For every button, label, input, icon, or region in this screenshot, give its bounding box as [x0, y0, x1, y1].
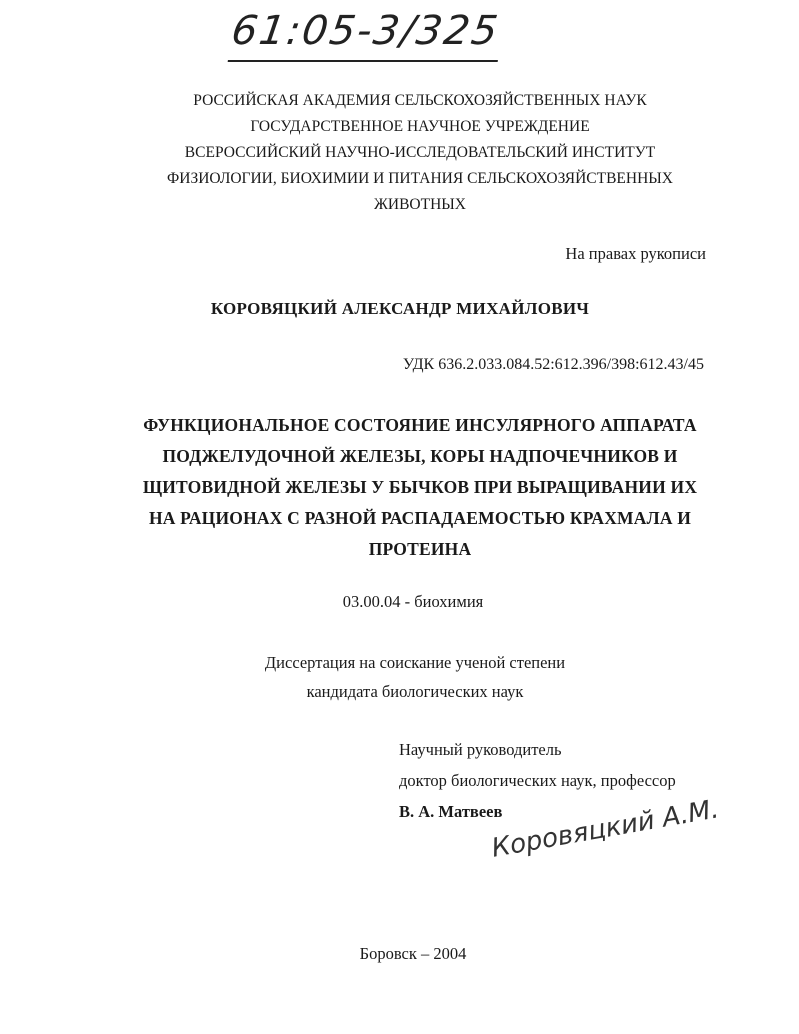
- handwritten-signature: Коровяцкий А.М.: [489, 794, 722, 864]
- title-line: НА РАЦИОНАХ С РАЗНОЙ РАСПАДАЕМОСТЬЮ КРАХМАЛА И: [148, 508, 692, 528]
- organization-line: ВСЕРОССИЙСКИЙ НАУЧНО-ИССЛЕДОВАТЕЛЬСКИЙ ИНСТИТУТ: [184, 144, 656, 161]
- handwritten-catalog-code: [229, 8, 502, 54]
- catalog-code-text: 61:05-3/325: [228, 8, 503, 54]
- degree-statement-line: Диссертация на соискание ученой степени: [264, 653, 566, 672]
- supervisor-name: В. А. Матвеев: [399, 802, 503, 821]
- organization-line: ФИЗИОЛОГИИ, БИОХИМИИ И ПИТАНИЯ СЕЛЬСКОХОЗЯЙСТВЕННЫХ: [167, 170, 673, 187]
- manuscript-rights-note: На правах рукописи: [565, 244, 706, 263]
- author-name: КОРОВЯЦКИЙ АЛЕКСАНДР МИХАЙЛОВИЧ: [210, 299, 590, 318]
- title-line: ПРОТЕИНА: [368, 539, 472, 559]
- specialty-code: 03.00.04 - биохимия: [342, 592, 484, 611]
- degree-statement-line: кандидата биологических наук: [306, 682, 524, 701]
- organization-line: РОССИЙСКАЯ АКАДЕМИЯ СЕЛЬСКОХОЗЯЙСТВЕННЫХ НАУК: [193, 92, 647, 109]
- catalog-code-underline: [228, 60, 498, 62]
- city-year: Боровск – 2004: [359, 944, 467, 963]
- title-line: ФУНКЦИОНАЛЬНОЕ СОСТОЯНИЕ ИНСУЛЯРНОГО АППАРАТА: [143, 415, 697, 435]
- dissertation-title: [110, 410, 730, 565]
- organization-header: [140, 88, 700, 218]
- udc-code: УДК 636.2.033.084.52:612.396/398:612.43/45: [402, 356, 704, 373]
- supervisor-degree: доктор биологических наук, профессор: [399, 771, 676, 790]
- title-line: ЩИТОВИДНОЙ ЖЕЛЕЗЫ У БЫЧКОВ ПРИ ВЫРАЩИВАНИИ ИХ: [142, 477, 698, 497]
- supervisor-role: Научный руководитель: [399, 740, 562, 759]
- organization-line: ГОСУДАРСТВЕННОЕ НАУЧНОЕ УЧРЕЖДЕНИЕ: [250, 118, 590, 135]
- organization-line: ЖИВОТНЫХ: [374, 196, 466, 213]
- degree-statement: [0, 648, 799, 706]
- title-line: ПОДЖЕЛУДОЧНОЙ ЖЕЛЕЗЫ, КОРЫ НАДПОЧЕЧНИКОВ И: [162, 446, 678, 466]
